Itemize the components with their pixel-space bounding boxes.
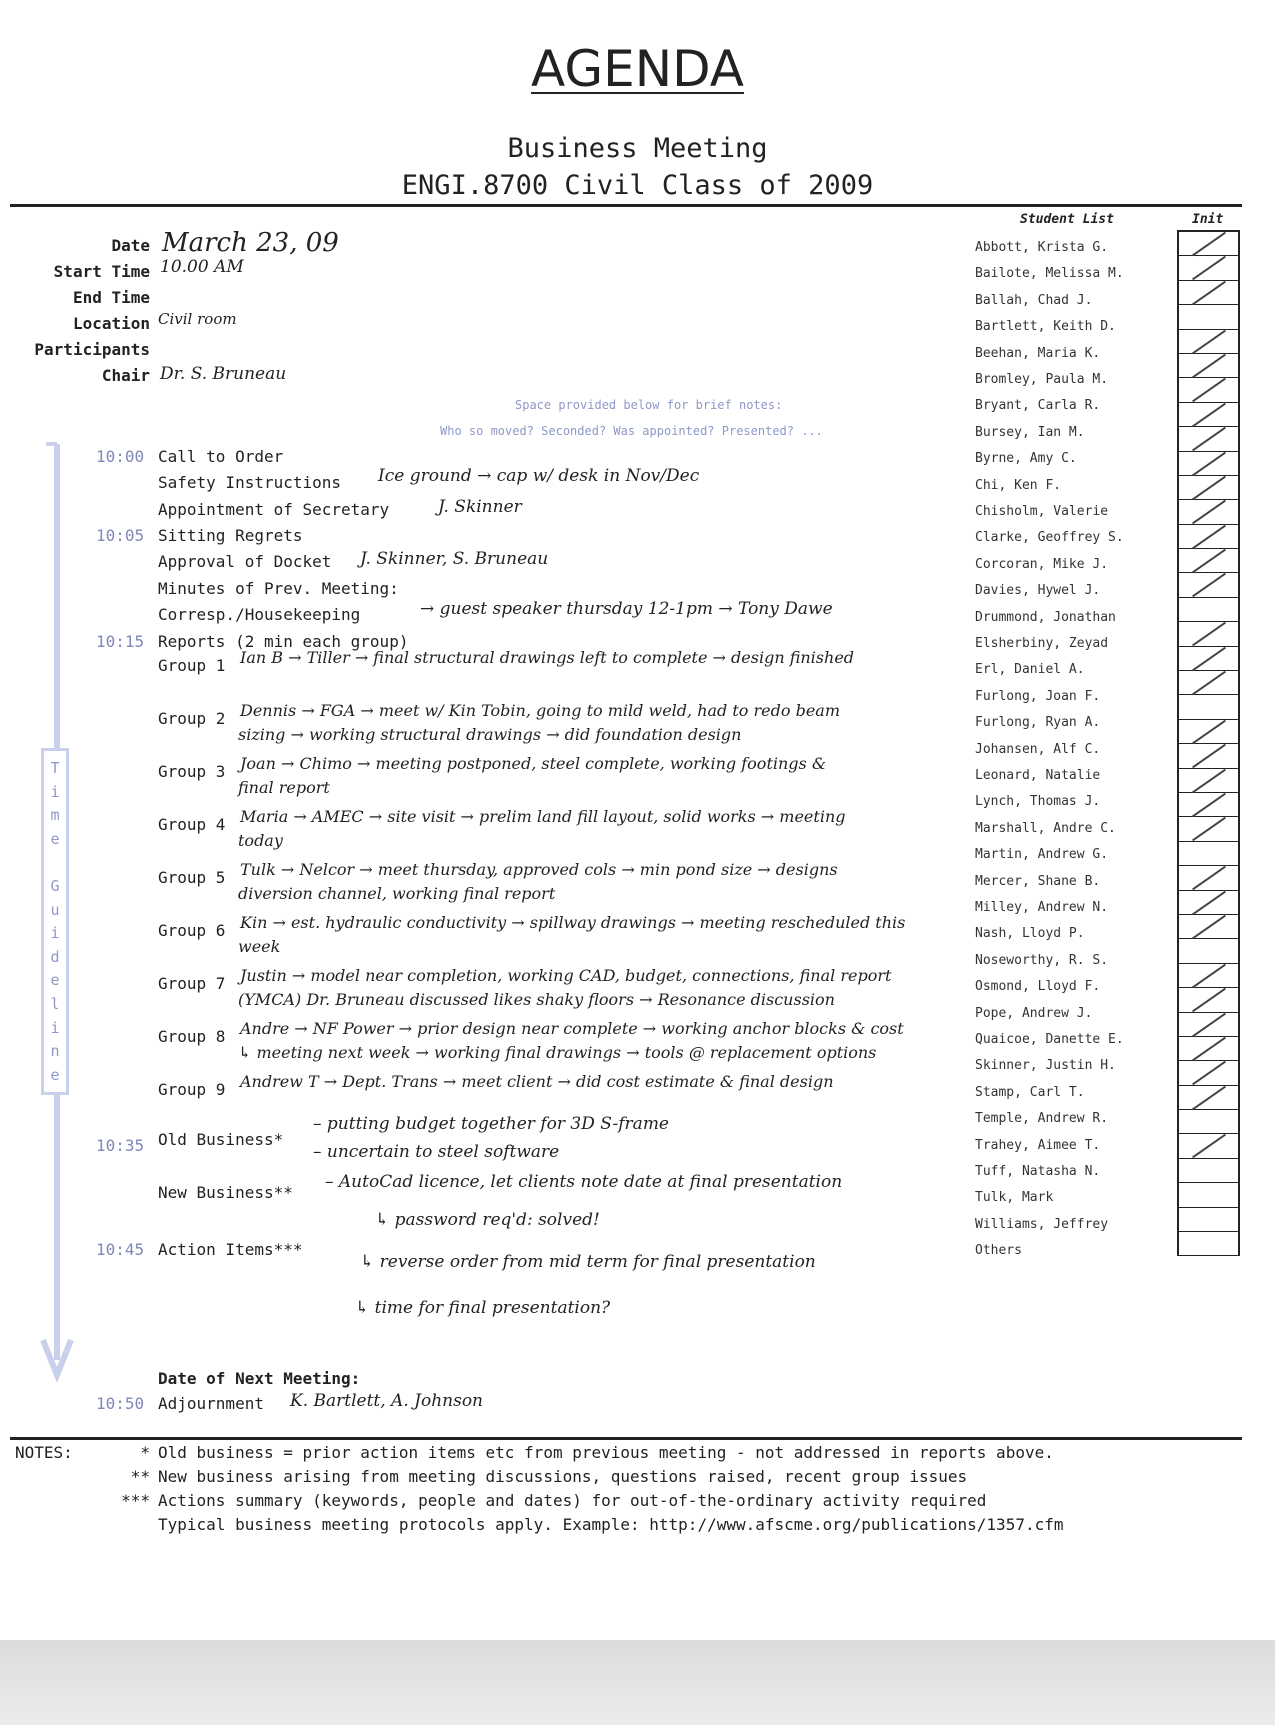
- init-checkbox[interactable]: [1177, 1159, 1240, 1183]
- init-checkbox-column: [1177, 230, 1240, 1256]
- time-guideline-letter: i: [50, 1018, 60, 1037]
- initial-tick-mark: [1192, 500, 1226, 525]
- init-checkbox[interactable]: [1177, 452, 1240, 476]
- group-8-note-2: ↳ meeting next week → working final drawings → tools @ replacement options: [238, 1043, 877, 1062]
- student-name: Abbott, Krista G.: [975, 240, 1109, 255]
- student-name: Erl, Daniel A.: [975, 662, 1085, 678]
- initial-tick-mark: [1192, 573, 1226, 598]
- init-checkbox[interactable]: [1177, 476, 1240, 500]
- group-5-note-2: diversion channel, working final report: [238, 884, 556, 903]
- footnote-new-business: New business arising from meeting discussions, questions raised, recent group issues: [158, 1467, 968, 1486]
- init-checkbox[interactable]: [1177, 817, 1240, 841]
- init-checkbox[interactable]: [1177, 281, 1240, 305]
- new-business: New Business**: [158, 1183, 293, 1202]
- init-checkbox[interactable]: [1177, 720, 1240, 744]
- group-5-note: Tulk → Nelcor → meet thursday, approved cols → min pond size → designs: [240, 860, 838, 879]
- footnote-marker-1: *: [140, 1443, 150, 1462]
- initial-tick-mark: [1192, 793, 1226, 818]
- init-checkbox[interactable]: [1177, 891, 1240, 915]
- init-checkbox[interactable]: [1177, 1061, 1240, 1085]
- student-name: Osmond, Lloyd F.: [975, 979, 1101, 995]
- initial-tick-mark: [1192, 232, 1226, 257]
- student-name: Milley, Andrew N.: [975, 900, 1109, 915]
- student-name: Bursey, Ian M.: [975, 424, 1085, 440]
- student-name: Stamp, Carl T.: [975, 1084, 1085, 1100]
- minutes-prev-meeting: Minutes of Prev. Meeting:: [158, 579, 399, 598]
- notes-hint-questions: Who so moved? Seconded? Was appointed? Presented? ...: [440, 424, 823, 438]
- initial-tick-mark: [1192, 622, 1226, 647]
- group-3-note-2: final report: [238, 778, 330, 797]
- initial-tick-mark: [1192, 866, 1226, 891]
- date-label: Date: [111, 236, 150, 255]
- init-column-title: Init: [1192, 212, 1224, 227]
- initial-tick-mark: [1192, 329, 1226, 354]
- group-7-label: Group 7: [158, 974, 226, 993]
- notes-label: NOTES:: [15, 1443, 73, 1462]
- init-checkbox[interactable]: [1177, 232, 1240, 256]
- time-guideline-letter: e: [50, 1065, 60, 1084]
- new-business-note: – AutoCad licence, let clients note date at final presentation: [325, 1172, 843, 1192]
- initial-tick-mark: [1192, 354, 1226, 379]
- init-checkbox[interactable]: [1177, 769, 1240, 793]
- initial-tick-mark: [1192, 963, 1226, 988]
- start-time-label: Start Time: [53, 262, 150, 281]
- init-checkbox[interactable]: [1177, 256, 1240, 280]
- safety-note: Ice ground → cap w/ desk in Nov/Dec: [378, 466, 700, 486]
- student-name: Marshall, Andre C.: [975, 820, 1116, 836]
- student-name: Ballah, Chad J.: [975, 292, 1093, 308]
- init-checkbox[interactable]: [1177, 622, 1240, 646]
- init-checkbox[interactable]: [1177, 964, 1240, 988]
- student-name: Corcoran, Mike J.: [975, 556, 1109, 572]
- init-checkbox[interactable]: [1177, 988, 1240, 1012]
- adjournment-note: K. Bartlett, A. Johnson: [290, 1391, 484, 1411]
- group-7-note-2: (YMCA) Dr. Bruneau discussed likes shaky floors → Resonance discussion: [238, 990, 835, 1009]
- initial-tick-mark: [1192, 890, 1226, 915]
- init-checkbox[interactable]: [1177, 427, 1240, 451]
- student-name: Bartlett, Keith D.: [975, 319, 1116, 335]
- time-1015: 10:15: [96, 632, 145, 651]
- date-value: March 23, 09: [162, 228, 339, 258]
- start-time-value: 10.00 AM: [160, 257, 244, 277]
- initial-tick-mark: [1192, 1012, 1226, 1037]
- initial-tick-mark: [1192, 720, 1226, 745]
- initial-tick-mark: [1192, 451, 1226, 476]
- init-checkbox[interactable]: [1177, 305, 1240, 329]
- group-2-note-2: sizing → working structural drawings → did foundation design: [238, 725, 742, 744]
- group-8-note: Andre → NF Power → prior design near complete → working anchor blocks & cost: [240, 1019, 904, 1038]
- student-name: Nash, Lloyd P.: [975, 926, 1085, 942]
- new-business-note-2: ↳ password req'd: solved!: [375, 1210, 600, 1230]
- initial-tick-mark: [1192, 915, 1226, 940]
- time-guideline-letter: u: [50, 900, 60, 919]
- student-name: Furlong, Joan F.: [975, 688, 1101, 704]
- initial-tick-mark: [1192, 1085, 1226, 1110]
- time-1045: 10:45: [96, 1240, 145, 1259]
- init-checkbox[interactable]: [1177, 695, 1240, 719]
- student-list-title: Student List: [1020, 212, 1114, 227]
- initial-tick-mark: [1192, 476, 1226, 501]
- student-name: Skinner, Justin H.: [975, 1058, 1116, 1074]
- init-checkbox[interactable]: [1177, 647, 1240, 671]
- class-name: ENGI.8700 Civil Class of 2009: [401, 170, 874, 201]
- initial-tick-mark: [1192, 427, 1226, 452]
- initial-tick-mark: [1192, 1061, 1226, 1086]
- initial-tick-mark: [1192, 1134, 1226, 1159]
- footnote-marker-3: ***: [121, 1491, 150, 1510]
- student-name: Tuff, Natasha N.: [975, 1164, 1101, 1179]
- time-guideline-letter: d: [50, 947, 60, 966]
- initial-tick-mark: [1192, 402, 1226, 427]
- init-checkbox[interactable]: [1177, 354, 1240, 378]
- initial-tick-mark: [1192, 549, 1226, 574]
- bottom-rule: [10, 1437, 1242, 1440]
- initial-tick-mark: [1192, 671, 1226, 696]
- student-name: Williams, Jeffrey: [975, 1216, 1109, 1232]
- student-name: Beehan, Maria K.: [975, 345, 1101, 361]
- participants-label: Participants: [34, 340, 150, 359]
- group-7-note: Justin → model near completion, working CAD, budget, connections, final report: [240, 966, 892, 985]
- initial-tick-mark: [1192, 378, 1226, 403]
- group-4-note-2: today: [238, 831, 283, 850]
- init-checkbox[interactable]: [1177, 744, 1240, 768]
- init-checkbox[interactable]: [1177, 866, 1240, 890]
- student-name: Bryant, Carla R.: [975, 398, 1101, 414]
- group-2-note: Dennis → FGA → meet w/ Kin Tobin, going to mild weld, had to redo beam: [240, 701, 841, 720]
- call-to-order: Call to Order: [158, 447, 284, 466]
- init-checkbox[interactable]: [1177, 1183, 1240, 1207]
- location-value: Civil room: [158, 310, 237, 328]
- action-items: Action Items***: [158, 1240, 303, 1259]
- appointment-of-secretary: Appointment of Secretary: [158, 500, 390, 519]
- group-9-note: Andrew T → Dept. Trans → meet client → did cost estimate & final design: [240, 1072, 834, 1091]
- student-name: Trahey, Aimee T.: [975, 1137, 1101, 1153]
- student-name: Pope, Andrew J.: [975, 1005, 1093, 1021]
- chair-label: Chair: [101, 366, 150, 385]
- scan-edge: [0, 1640, 1275, 1725]
- student-name: Furlong, Ryan A.: [975, 715, 1101, 731]
- approval-of-docket: Approval of Docket: [158, 552, 332, 571]
- init-checkbox[interactable]: [1177, 1232, 1240, 1256]
- init-checkbox[interactable]: [1177, 1110, 1240, 1134]
- student-name: Bailote, Melissa M.: [975, 266, 1124, 282]
- student-name: Chi, Ken F.: [975, 477, 1062, 493]
- student-name: Temple, Andrew R.: [975, 1111, 1109, 1127]
- student-name: Johansen, Alf C.: [975, 741, 1101, 757]
- initial-tick-mark: [1192, 256, 1226, 281]
- footnote-protocols: Typical business meeting protocols apply. Example: http://www.afscme.org/publications/1357.cfm: [158, 1515, 1064, 1534]
- date-of-next-meeting: Date of Next Meeting:: [158, 1369, 361, 1388]
- meeting-type: Business Meeting: [507, 133, 768, 164]
- student-name: Byrne, Amy C.: [975, 451, 1077, 467]
- location-label: Location: [72, 314, 150, 333]
- init-checkbox[interactable]: [1177, 378, 1240, 402]
- init-checkbox[interactable]: [1177, 671, 1240, 695]
- init-checkbox[interactable]: [1177, 549, 1240, 573]
- init-checkbox[interactable]: [1177, 573, 1240, 597]
- student-name: Davies, Hywel J.: [975, 583, 1101, 599]
- time-1050: 10:50: [96, 1394, 145, 1413]
- init-checkbox[interactable]: [1177, 842, 1240, 866]
- initial-tick-mark: [1192, 280, 1226, 305]
- action-items-note: ↳ reverse order from mid term for final presentation: [360, 1252, 816, 1272]
- group-1-note: Ian B → Tiller → final structural drawings left to complete → design finished: [240, 648, 855, 667]
- initial-tick-mark: [1192, 524, 1226, 549]
- reports: Reports (2 min each group): [158, 632, 409, 651]
- initial-tick-mark: [1192, 768, 1226, 793]
- old-business: Old Business*: [158, 1130, 284, 1149]
- group-4-note: Maria → AMEC → site visit → prelim land fill layout, solid works → meeting: [240, 807, 846, 826]
- end-time-label: End Time: [72, 288, 150, 307]
- time-guideline-letter: m: [50, 806, 60, 825]
- init-checkbox[interactable]: [1177, 793, 1240, 817]
- group-8-label: Group 8: [158, 1027, 226, 1046]
- footnote-marker-2: **: [130, 1467, 150, 1486]
- init-checkbox[interactable]: [1177, 403, 1240, 427]
- group-6-note-2: week: [238, 937, 281, 956]
- docket-note: J. Skinner, S. Bruneau: [360, 549, 549, 569]
- chair-value: Dr. S. Bruneau: [160, 364, 287, 384]
- notes-hint: Space provided below for brief notes:: [515, 398, 783, 412]
- initial-tick-mark: [1192, 646, 1226, 671]
- student-name: Quaicoe, Danette E.: [975, 1032, 1124, 1047]
- group-5-label: Group 5: [158, 868, 226, 887]
- init-checkbox[interactable]: [1177, 1086, 1240, 1110]
- corresp-housekeeping: Corresp./Housekeeping: [158, 605, 361, 624]
- student-name: Clarke, Geoffrey S.: [975, 530, 1124, 546]
- group-3-label: Group 3: [158, 762, 226, 781]
- time-guideline-letter: T: [50, 759, 60, 777]
- time-guideline-letter: e: [50, 829, 60, 848]
- group-4-label: Group 4: [158, 815, 226, 834]
- student-name: Lynch, Thomas J.: [975, 794, 1101, 810]
- student-name: Bromley, Paula M.: [975, 372, 1109, 387]
- group-2-label: Group 2: [158, 709, 226, 728]
- time-1005: 10:05: [96, 526, 145, 545]
- action-items-note-2: ↳ time for final presentation?: [355, 1298, 611, 1318]
- student-name: Drummond, Jonathan: [975, 609, 1116, 625]
- sitting-regrets: Sitting Regrets: [158, 526, 303, 545]
- time-guideline-letter: i: [50, 924, 60, 943]
- old-business-note: – putting budget together for 3D S-frame: [313, 1114, 669, 1134]
- time-1035: 10:35: [96, 1136, 145, 1155]
- init-checkbox[interactable]: [1177, 915, 1240, 939]
- student-name: Others: [975, 1243, 1022, 1259]
- time-1000: 10:00: [96, 447, 145, 466]
- group-6-label: Group 6: [158, 921, 226, 940]
- student-name: Tulk, Mark: [975, 1190, 1054, 1206]
- student-name: Elsherbiny, Zeyad: [975, 636, 1109, 651]
- time-guideline-letter: G: [50, 877, 60, 895]
- init-checkbox[interactable]: [1177, 1134, 1240, 1158]
- secretary-note: J. Skinner: [438, 497, 522, 517]
- time-guideline-label: [41, 748, 69, 1095]
- time-guideline-letter: i: [50, 782, 60, 801]
- corresp-note: → guest speaker thursday 12-1pm → Tony Dawe: [420, 599, 833, 619]
- init-checkbox[interactable]: [1177, 1013, 1240, 1037]
- adjournment: Adjournment: [158, 1394, 264, 1413]
- initial-tick-mark: [1192, 744, 1226, 769]
- initial-tick-mark: [1192, 1037, 1226, 1062]
- footnote-old-business: Old business = prior action items etc from previous meeting - not addressed in reports above.: [158, 1443, 1054, 1462]
- student-name: Chisholm, Valerie: [975, 504, 1109, 519]
- init-checkbox[interactable]: [1177, 1208, 1240, 1232]
- student-name: Martin, Andrew G.: [975, 847, 1109, 863]
- group-1-label: Group 1: [158, 656, 226, 675]
- time-guideline-letter: n: [50, 1042, 60, 1061]
- safety-instructions: Safety Instructions: [158, 473, 342, 492]
- group-3-note: Joan → Chimo → meeting postponed, steel complete, working footings &: [240, 754, 827, 773]
- student-name: Noseworthy, R. S.: [975, 952, 1109, 968]
- time-guideline-letter: l: [50, 995, 60, 1013]
- group-9-label: Group 9: [158, 1080, 226, 1099]
- student-name: Leonard, Natalie: [975, 768, 1101, 783]
- old-business-note-2: – uncertain to steel software: [313, 1142, 560, 1162]
- init-checkbox[interactable]: [1177, 500, 1240, 524]
- initial-tick-mark: [1192, 988, 1226, 1013]
- student-name: Mercer, Shane B.: [975, 873, 1101, 889]
- initial-tick-mark: [1192, 817, 1226, 842]
- init-checkbox[interactable]: [1177, 939, 1240, 963]
- init-checkbox[interactable]: [1177, 1037, 1240, 1061]
- time-guideline-letter: e: [50, 971, 60, 990]
- top-rule: [10, 204, 1242, 207]
- init-checkbox[interactable]: [1177, 525, 1240, 549]
- group-6-note: Kin → est. hydraulic conductivity → spillway drawings → meeting rescheduled this: [240, 913, 906, 932]
- page-title: AGENDA: [531, 40, 744, 98]
- footnote-actions: Actions summary (keywords, people and dates) for out-of-the-ordinary activity required: [158, 1491, 987, 1510]
- init-checkbox[interactable]: [1177, 330, 1240, 354]
- init-checkbox[interactable]: [1177, 598, 1240, 622]
